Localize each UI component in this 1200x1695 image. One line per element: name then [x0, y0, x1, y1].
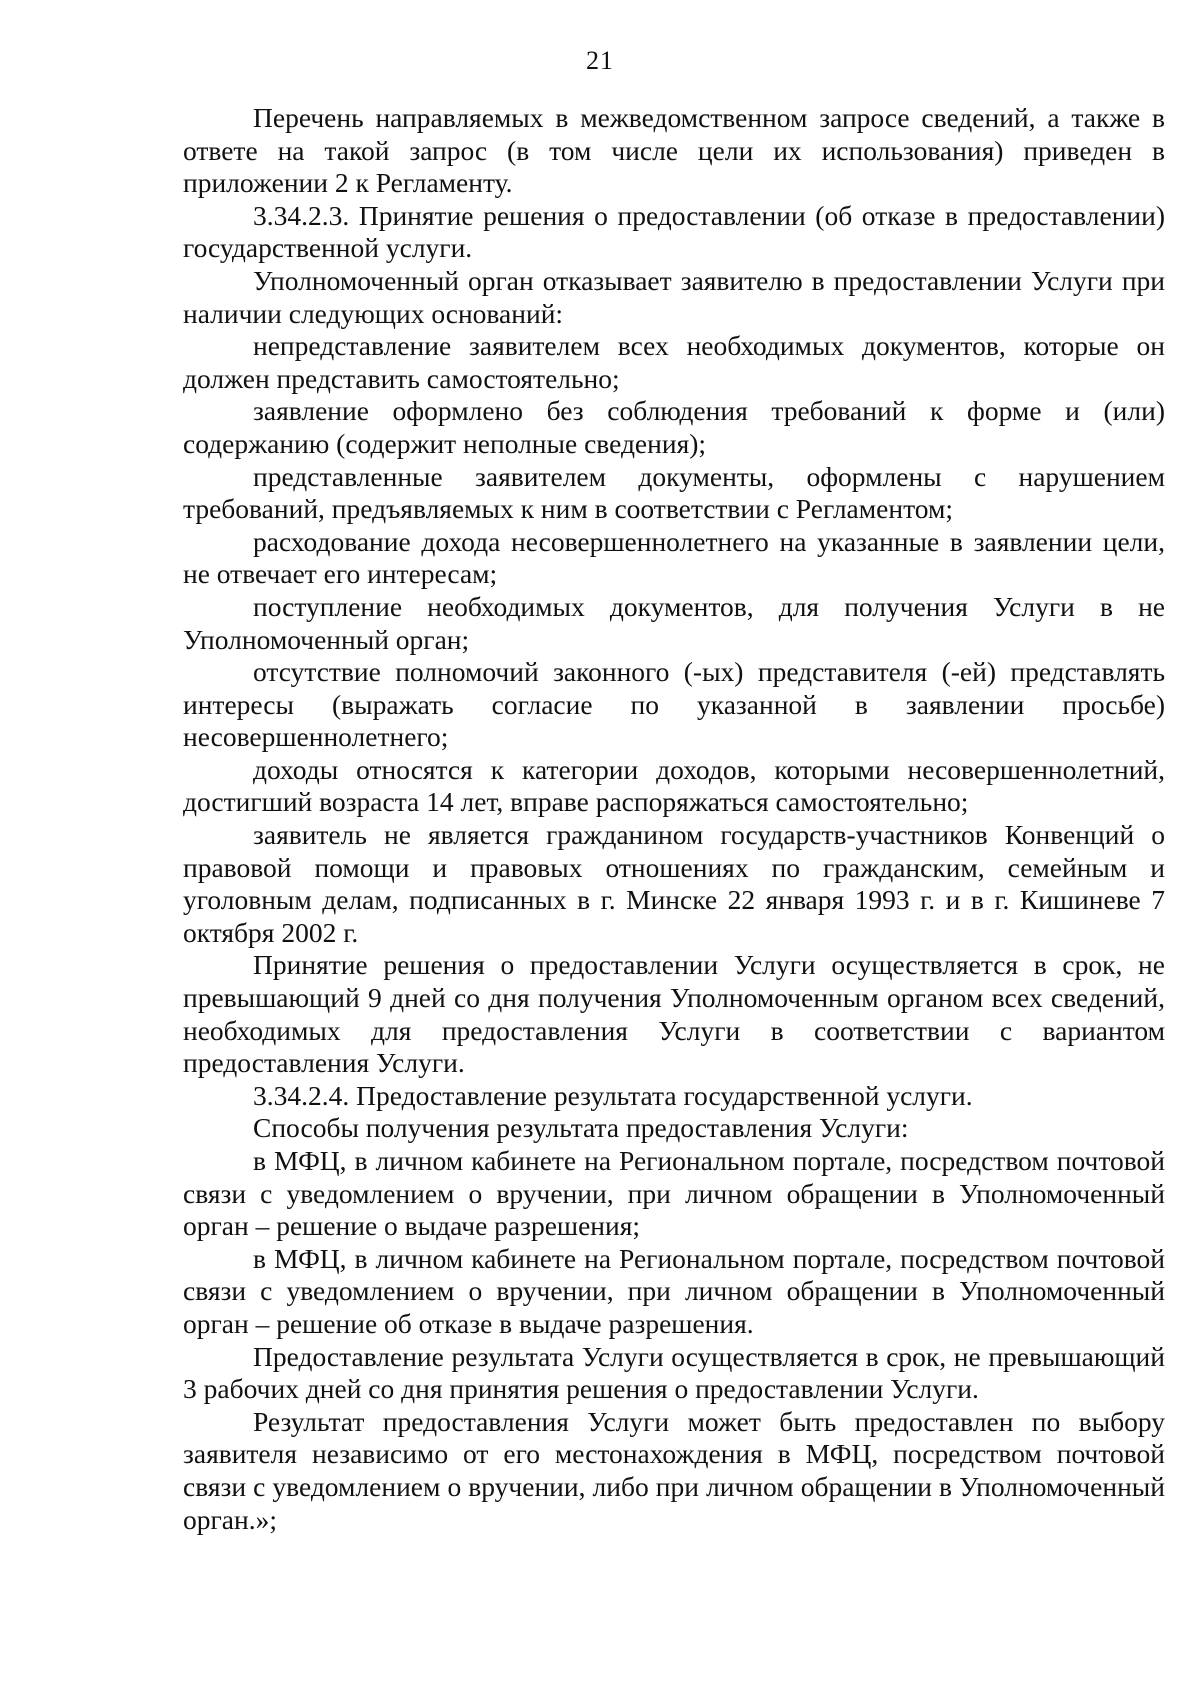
list-item-ground: представленные заявителем документы, оформлены с нарушением требований, предъявляемых к ним в соответствии с Регламентом;: [183, 460, 1165, 525]
list-item-ground: поступление необходимых документов, для получения Услуги в не Уполномоченный орган;: [183, 590, 1165, 655]
page-number: 21: [586, 46, 614, 75]
list-item-result-method: в МФЦ, в личном кабинете на Региональном портале, посредством почтовой связи с уведомлением о вручении, при личном обращении в Уполномоченный орган – решение об отказе в выдаче разрешения.: [183, 1242, 1165, 1339]
paragraph-result-methods-intro: Способы получения результата предоставления Услуги:: [253, 1112, 909, 1144]
document-body: [183, 102, 1165, 1536]
list-item-ground: расходование дохода несовершеннолетнего на указанные в заявлении цели, не отвечает его интересам;: [183, 525, 1165, 590]
section-heading-3-34-2-4: 3.34.2.4. Предоставление результата государственной услуги.: [253, 1079, 973, 1111]
paragraph-interagency-request: Перечень направляемых в межведомственном запросе сведений, а также в ответе на такой запрос (в том числе цели их использования) приведен в приложении 2 к Регламенту.: [183, 102, 1165, 199]
list-item-ground: заявление оформлено без соблюдения требований к форме и (или) содержанию (содержит неполные сведения);: [183, 395, 1165, 459]
list-item-ground: заявитель не является гражданином государств-участников Конвенций о правовой помощи и правовых отношениях по гражданским, семейным и уголовным делам, подписанных в г. Минске 22 января 1993 г. и в г. Кишиневе 7 октября 2002 г.: [183, 819, 1165, 948]
paragraph-refusal-grounds-intro: Уполномоченный орган отказывает заявителю в предоставлении Услуги при наличии следующих оснований:: [183, 264, 1165, 329]
section-heading-3-34-2-3: 3.34.2.3. Принятие решения о предоставлении (об отказе в предоставлении) государственной услуги.: [183, 199, 1165, 264]
paragraph-decision-term: Принятие решения о предоставлении Услуги осуществляется в срок, не превышающий 9 дней со дня получения Уполномоченным органом всех сведений, необходимых для предоставления Услуги в соответствии с вариантом предоставления Услуги.: [183, 949, 1165, 1079]
list-item-result-method: в МФЦ, в личном кабинете на Региональном портале, посредством почтовой связи с уведомлением о вручении, при личном обращении в Уполномоченный орган – решение о выдаче разрешения;: [183, 1145, 1165, 1242]
paragraph-result-term: Предоставление результата Услуги осуществляется в срок, не превышающий 3 рабочих дней со дня принятия решения о предоставлении Услуги.: [183, 1340, 1165, 1405]
paragraph-result-delivery: Результат предоставления Услуги может быть предоставлен по выбору заявителя независимо от его местонахождения в МФЦ, посредством почтовой связи с уведомлением о вручении, либо при личном обращении в Уполномоченный орган.»;: [183, 1405, 1165, 1535]
list-item-ground: непредставление заявителем всех необходимых документов, которые он должен представить самостоятельно;: [183, 330, 1165, 394]
list-item-ground: отсутствие полномочий законного (-ых) представителя (-ей) представлять интересы (выражать согласие по указанной в заявлении просьбе) несовершеннолетнего;: [183, 656, 1165, 753]
list-item-ground: доходы относятся к категории доходов, которыми несовершеннолетний, достигший возраста 14 лет, вправе распоряжаться самостоятельно;: [183, 753, 1165, 818]
